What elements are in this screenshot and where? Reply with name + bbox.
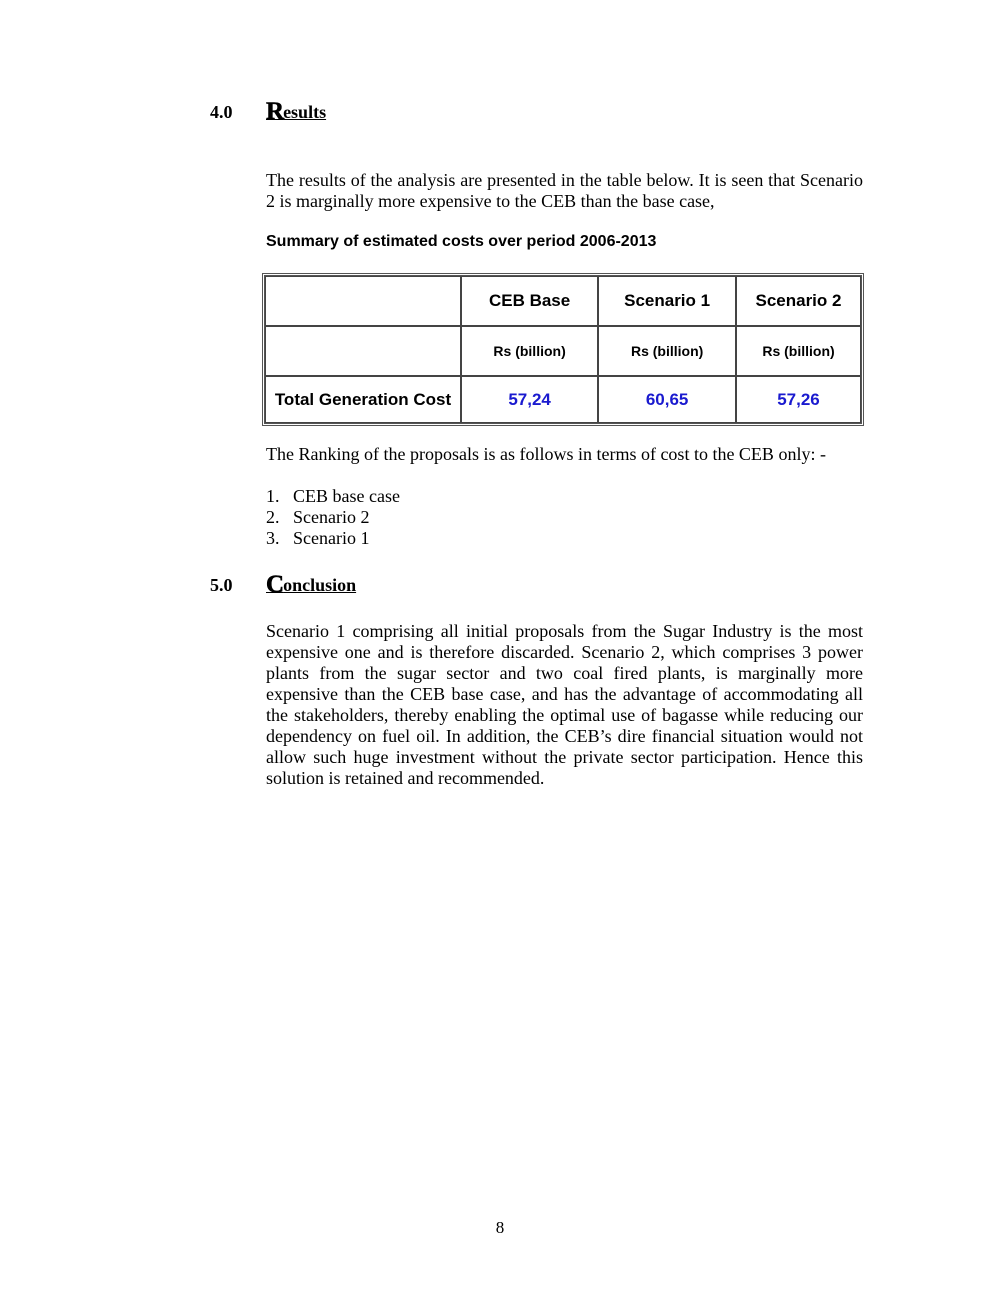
table-row	[265, 376, 861, 423]
list-item-number: 2.	[266, 507, 280, 527]
unit-cell-scenario-1: Rs (billion)	[598, 326, 736, 376]
value-cell-ceb-base: 57,24	[461, 376, 598, 423]
table-unit-row	[265, 326, 861, 376]
value-cell-scenario-1: 60,65	[598, 376, 736, 423]
unit-cell-empty	[265, 326, 461, 376]
page-number: 8	[495, 1218, 505, 1237]
list-item	[266, 486, 400, 507]
list-item-text: Scenario 1	[293, 528, 370, 548]
list-item-text: Scenario 2	[293, 507, 370, 527]
cost-summary-table	[262, 273, 864, 426]
conclusion-title-initial: C	[266, 571, 284, 598]
list-item-text: CEB base case	[293, 486, 400, 506]
unit-cell-scenario-2: Rs (billion)	[736, 326, 861, 376]
list-item	[266, 507, 400, 528]
results-section-title	[266, 98, 327, 125]
header-cell-scenario-1: Scenario 1	[598, 276, 736, 326]
header-cell-empty	[265, 276, 461, 326]
row-label-total-generation-cost: Total Generation Cost	[265, 376, 461, 423]
list-item-number: 1.	[266, 486, 280, 506]
header-cell-scenario-2: Scenario 2	[736, 276, 861, 326]
list-item-number: 3.	[266, 528, 280, 548]
results-title-initial: R	[266, 98, 284, 125]
list-item	[266, 528, 400, 549]
conclusion-paragraph: Scenario 1 comprising all initial proposals from the Sugar Industry is the most expensive one and is therefore discarded. Scenario 2, which comprises 3 power plants from the sugar sector and two coal fired plants, is marginally more expensive than the CEB base case, and has the advantage of accommodating all the stakeholders, thereby enabling the optimal use of bagasse while reducing our dependency on fuel oil. In addition, the CEB’s dire financial situation would not allow such huge investment without the private sector participation. Hence this solution is retained and recommended.	[266, 621, 863, 788]
value-cell-scenario-2: 57,26	[736, 376, 861, 423]
conclusion-section-title	[266, 571, 357, 598]
results-section-number: 4.0	[210, 102, 233, 122]
conclusion-title-rest: onclusion	[283, 575, 357, 595]
ranking-list	[266, 486, 400, 549]
conclusion-section-number: 5.0	[210, 575, 233, 595]
table-header-row	[265, 276, 861, 326]
unit-cell-ceb-base: Rs (billion)	[461, 326, 598, 376]
ranking-intro-paragraph: The Ranking of the proposals is as follows in terms of cost to the CEB only: -	[266, 444, 826, 464]
table-caption: Summary of estimated costs over period 2006-2013	[266, 233, 657, 250]
header-cell-ceb-base: CEB Base	[461, 276, 598, 326]
results-intro-paragraph: The results of the analysis are presented in the table below. It is seen that Scenario 2 is marginally more expensive to the CEB than the base case,	[266, 170, 863, 211]
results-title-rest: esults	[283, 102, 327, 122]
